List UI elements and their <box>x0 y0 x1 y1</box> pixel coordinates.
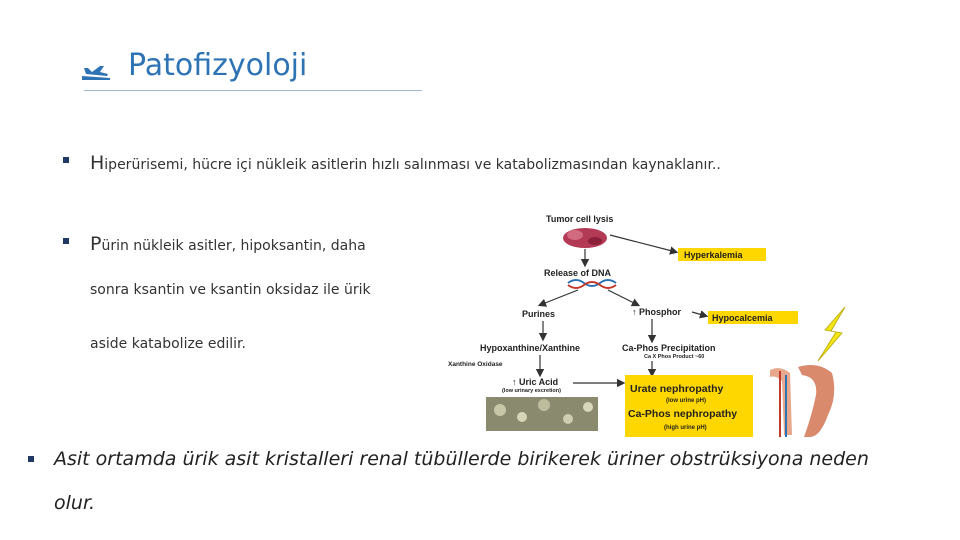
diagram-hypocalcemia: Hypocalcemia <box>712 313 773 323</box>
diagram-tumor-lysis: Tumor cell lysis <box>546 214 614 224</box>
bullet-2-line-2: sonra ksantin ve ksantin oksidaz ile ürik <box>90 282 371 298</box>
diagram-uric-acid-sub: (low urinary excretion) <box>502 388 561 394</box>
airplane-icon <box>80 54 112 82</box>
bullet-marker <box>63 238 69 244</box>
diagram-caphos: Ca-Phos Precipitation <box>622 343 716 353</box>
title-underline <box>84 90 422 91</box>
lightning-icon <box>818 307 845 361</box>
diagram-caphos-sub: Ca X Phos Product ~60 <box>644 354 705 360</box>
tumor-lysis-diagram <box>440 205 870 440</box>
slide-title: Patofizyoloji <box>128 48 308 83</box>
diagram-purines: Purines <box>522 309 556 319</box>
diagram-caphos-neph: Ca-Phos nephropathy <box>628 408 738 420</box>
bullet-2-line-3: aside katabolize edilir. <box>90 336 246 352</box>
diagram-uric-acid: ↑ Uric Acid <box>512 377 559 387</box>
bullet-1-text: Hiperürisemi, hücre içi nükleik asitlerin hızlı salınması ve katabolizmasından kaynaklanır.. <box>90 152 721 174</box>
bullet-2-text: Pürin nükleik asitler, hipoksantin, daha <box>90 233 366 255</box>
diagram-urate-neph-sub: (low urine pH) <box>666 398 706 404</box>
diagram-hyperkalemia: Hyperkalemia <box>684 250 743 260</box>
diagram-caphos-neph-sub: (high urine pH) <box>664 425 707 431</box>
bullet-marker <box>63 157 69 163</box>
diagram-xanthine-oxidase: Xanthine Oxidase <box>448 361 503 368</box>
diagram-release-dna: Release of DNA <box>544 268 612 278</box>
kidney-tubule-image <box>770 365 834 437</box>
bullet-3-line-1: Asit ortamda ürik asit kristalleri renal tübüllerde birikerek üriner obstrüksiyona neden <box>54 448 869 470</box>
bullet-marker <box>28 456 34 462</box>
bullet-3-line-2: olur. <box>54 492 96 514</box>
diagram-hypoxanthine: Hypoxanthine/Xanthine <box>480 343 581 353</box>
diagram-urate-neph: Urate nephropathy <box>630 383 724 395</box>
diagram-phosphor: ↑ Phosphor <box>632 307 681 317</box>
